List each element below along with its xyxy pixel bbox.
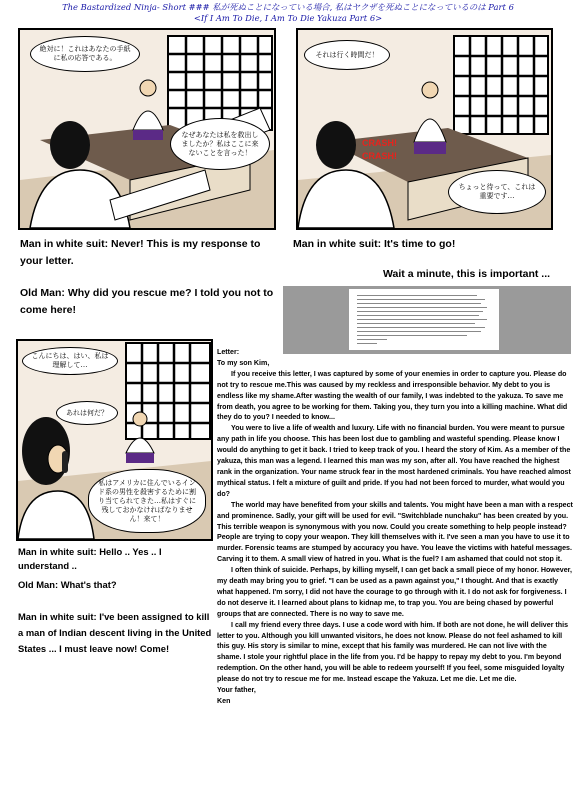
speech-bubble: 絶対に！これはあなたの手紙に私の応答である。 xyxy=(30,36,140,72)
letter-closing: Your father, xyxy=(217,686,256,695)
panel-1-caption-2: Old Man: Why did you rescue me? I told you not to come here! xyxy=(20,287,274,316)
letter-paragraph: The world may have benefited from your skills and talents. You might have been a man with a respect and prominence. Sadly, your gift will be used for evil. "Switchblade nunchaku" has been created by you. This terrible weapon is synonymous with you now. Could you create something to help people instead? People are trying to copy your weapon. They kill themselves with it. I've seen a man you have to use it to murder. Forensic teams are stumped by accuracy you have. You leave the victims with hateful messages. Carving it to them. A small view of hatred in you. What is the fuel? I am ashamed that could not stop it. xyxy=(217,500,573,564)
letter-salutation: To my son Kim, xyxy=(217,358,270,367)
header-subtitle: <If I Am To Die, I Am To Die Yakuza Part 6> xyxy=(193,13,383,23)
comic-panel-1 xyxy=(18,28,276,230)
panel-2-caption-2: Wait a minute, this is important ... xyxy=(383,268,551,280)
speech-bubble: なぜあなたは私を救出しましたか？私はここに来ないことを言った！ xyxy=(170,118,270,170)
letter-heading: Letter: xyxy=(217,348,240,356)
speech-bubble: 私はアメリカに住んでいるインド系の男性を殺害するために割り当てられてきた…私はすぐに残しておかなければなりません！来て！ xyxy=(88,469,206,533)
letter-paragraph: I call my friend every three days. I use a code word with him. If both are not done, he will deliver this letter to you. Although you kill unwanted visitors, he does not know. Please do not feel ashamed to kill this guy. His story is similar to mine, except that his family was murdered. He can not live with the shame. I stole your rightful place in the life from you. I'd be happy to repay my debt to you. I'm beyond redemption. On the other hand, you will be able to redeem yourself! If you feel, some misguided loyalty please do not try to rescue me for me. Instead escape the Yakuza. Let me die. Let me die. xyxy=(217,620,569,684)
panel-1-caption: Man in white suit: Never! This is my response to your letter. xyxy=(20,238,261,267)
panel-3-caption-3: Man in white suit: I've been assigned to kill a man of Indian descent living in the United States ... I must leave now! Come! xyxy=(18,611,212,654)
speech-bubble: それは行く時間だ！ xyxy=(304,40,390,70)
letter-paragraph: If you receive this letter, I was captured by some of your enemies in order to capture you. Please do not try to rescue me.This was caused by my reckless and irresponsible behavior. My debt to you is endless like my shame.After wasting the wealth of our family, I was indebted to the yakuza. To save me from death, you agree to be working for them. Taking you, they turn you into a killing machine. What did they do to you? I needed to know... xyxy=(217,369,568,422)
panel-3-caption-1: Man in white suit: Hello .. Yes .. I understand .. xyxy=(18,546,162,571)
letter-image xyxy=(283,286,571,354)
letter-signature: Ken xyxy=(217,697,231,705)
letter-paragraph: You were to live a life of wealth and luxury. Life with no financial burden. You were meant to pursue any path in life you choose. This has been lost due to gambling and wasteful spending. Please know I would do anything to get it back. I tried to keep track of you. I heard the story of Kim. As a member of the yakuza, this man was a legend. I learned this man was my son, after all. You have reached the highest rank in the organization. Your name struck fear in the most hardened criminals. You have reached almost mythical status. I felt a mixture of guilt and pride. If you had not been forced to murder, what would you do? xyxy=(217,424,571,498)
letter-sheet xyxy=(349,289,499,350)
sfx-text: CRASH! xyxy=(362,138,397,148)
speech-bubble: こんにちは、はい、私は理解して… xyxy=(22,347,118,375)
panel-3-caption-2: Old Man: What's that? xyxy=(18,579,117,590)
comic-panel-3 xyxy=(16,339,213,541)
comic-header xyxy=(0,2,576,24)
letter-paragraph: I often think of suicide. Perhaps, by killing myself, I can get back a small piece of my honor. However, my death may bring you to grief. "I can be used as a pawn against you," I thought. And that is exactly what happened. I'm sorry, I did not have the courage to go through with it. I do not ask for forgiveness. I do not deserve it. I learned about plans to kidnap me, to trap you. You are being chased by powerful groups that are connected. There is no way to save me. xyxy=(217,566,572,618)
comic-panel-2 xyxy=(296,28,553,230)
header-title: The Bastardized Ninja- Short ### 私が死ぬことになっている場合, 私はヤクザを死ぬことになっているのは Part 6 xyxy=(62,2,514,12)
letter-text xyxy=(217,347,573,707)
speech-bubble: ちょっと待って、これは重要です… xyxy=(448,170,546,214)
sfx-text: CRASH! xyxy=(362,151,397,161)
panel-2-caption: Man in white suit: It's time to go! xyxy=(293,238,456,250)
speech-bubble: あれは何だ？ xyxy=(56,401,118,425)
